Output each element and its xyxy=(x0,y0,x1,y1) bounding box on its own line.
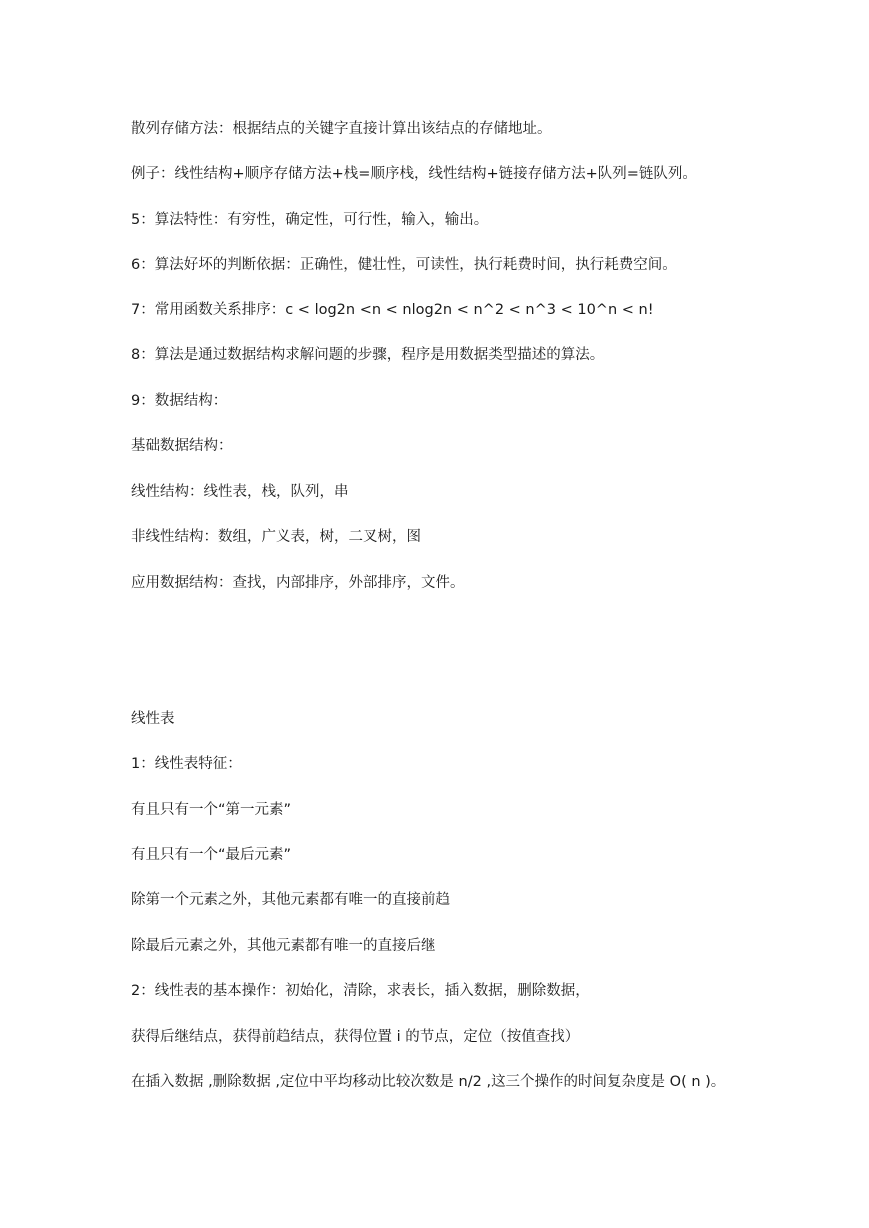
text-applied-structures: 应用数据结构：查找，内部排序，外部排序，文件。 xyxy=(131,575,465,591)
text-item-5: 5：算法特性：有穷性，确定性，可行性，输入，输出。 xyxy=(131,212,489,228)
text-item-6: 6：算法好坏的判断依据：正确性，健壮性，可读性，执行耗费时间，执行耗费空间。 xyxy=(131,257,677,273)
text-first-element: 有且只有一个“第一元素” xyxy=(131,802,292,818)
text-item-8: 8：算法是通过数据结构求解问题的步骤，程序是用数据类型描述的算法。 xyxy=(131,347,605,363)
section-heading-linear-list: 线性表 xyxy=(131,711,175,727)
text-list-features: 1：线性表特征： xyxy=(131,756,242,772)
text-basic-structures: 基础数据结构： xyxy=(131,438,233,454)
text-linear-structures: 线性结构：线性表，栈，队列，串 xyxy=(131,484,349,500)
text-successor: 除最后元素之外，其他元素都有唯一的直接后继 xyxy=(131,938,436,954)
text-item-9: 9：数据结构： xyxy=(131,393,228,409)
text-example: 例子：线性结构+顺序存储方法+栈=顺序栈，线性结构+链接存储方法+队列=链队列。 xyxy=(131,166,697,182)
text-basic-operations: 2：线性表的基本操作：初始化，清除，求表长，插入数据，删除数据， xyxy=(131,983,590,999)
text-operations-continued: 获得后继结点，获得前趋结点，获得位置 i 的节点，定位（按值查找） xyxy=(131,1029,580,1045)
text-nonlinear-structures: 非线性结构：数组，广义表，树，二叉树，图 xyxy=(131,529,421,545)
text-item-7: 7：常用函数关系排序：c < log2n <n < nlog2n < n^2 < n^3 < 10^n < n! xyxy=(131,302,654,318)
text-hash-storage: 散列存储方法：根据结点的关键字直接计算出该结点的存储地址。 xyxy=(131,121,552,137)
text-predecessor: 除第一个元素之外，其他元素都有唯一的直接前趋 xyxy=(131,892,450,908)
text-complexity: 在插入数据 ,删除数据 ,定位中平均移动比较次数是 n/2 ,这三个操作的时间复杂度是 O( n )。 xyxy=(131,1074,726,1090)
text-last-element: 有且只有一个“最后元素” xyxy=(131,847,292,863)
